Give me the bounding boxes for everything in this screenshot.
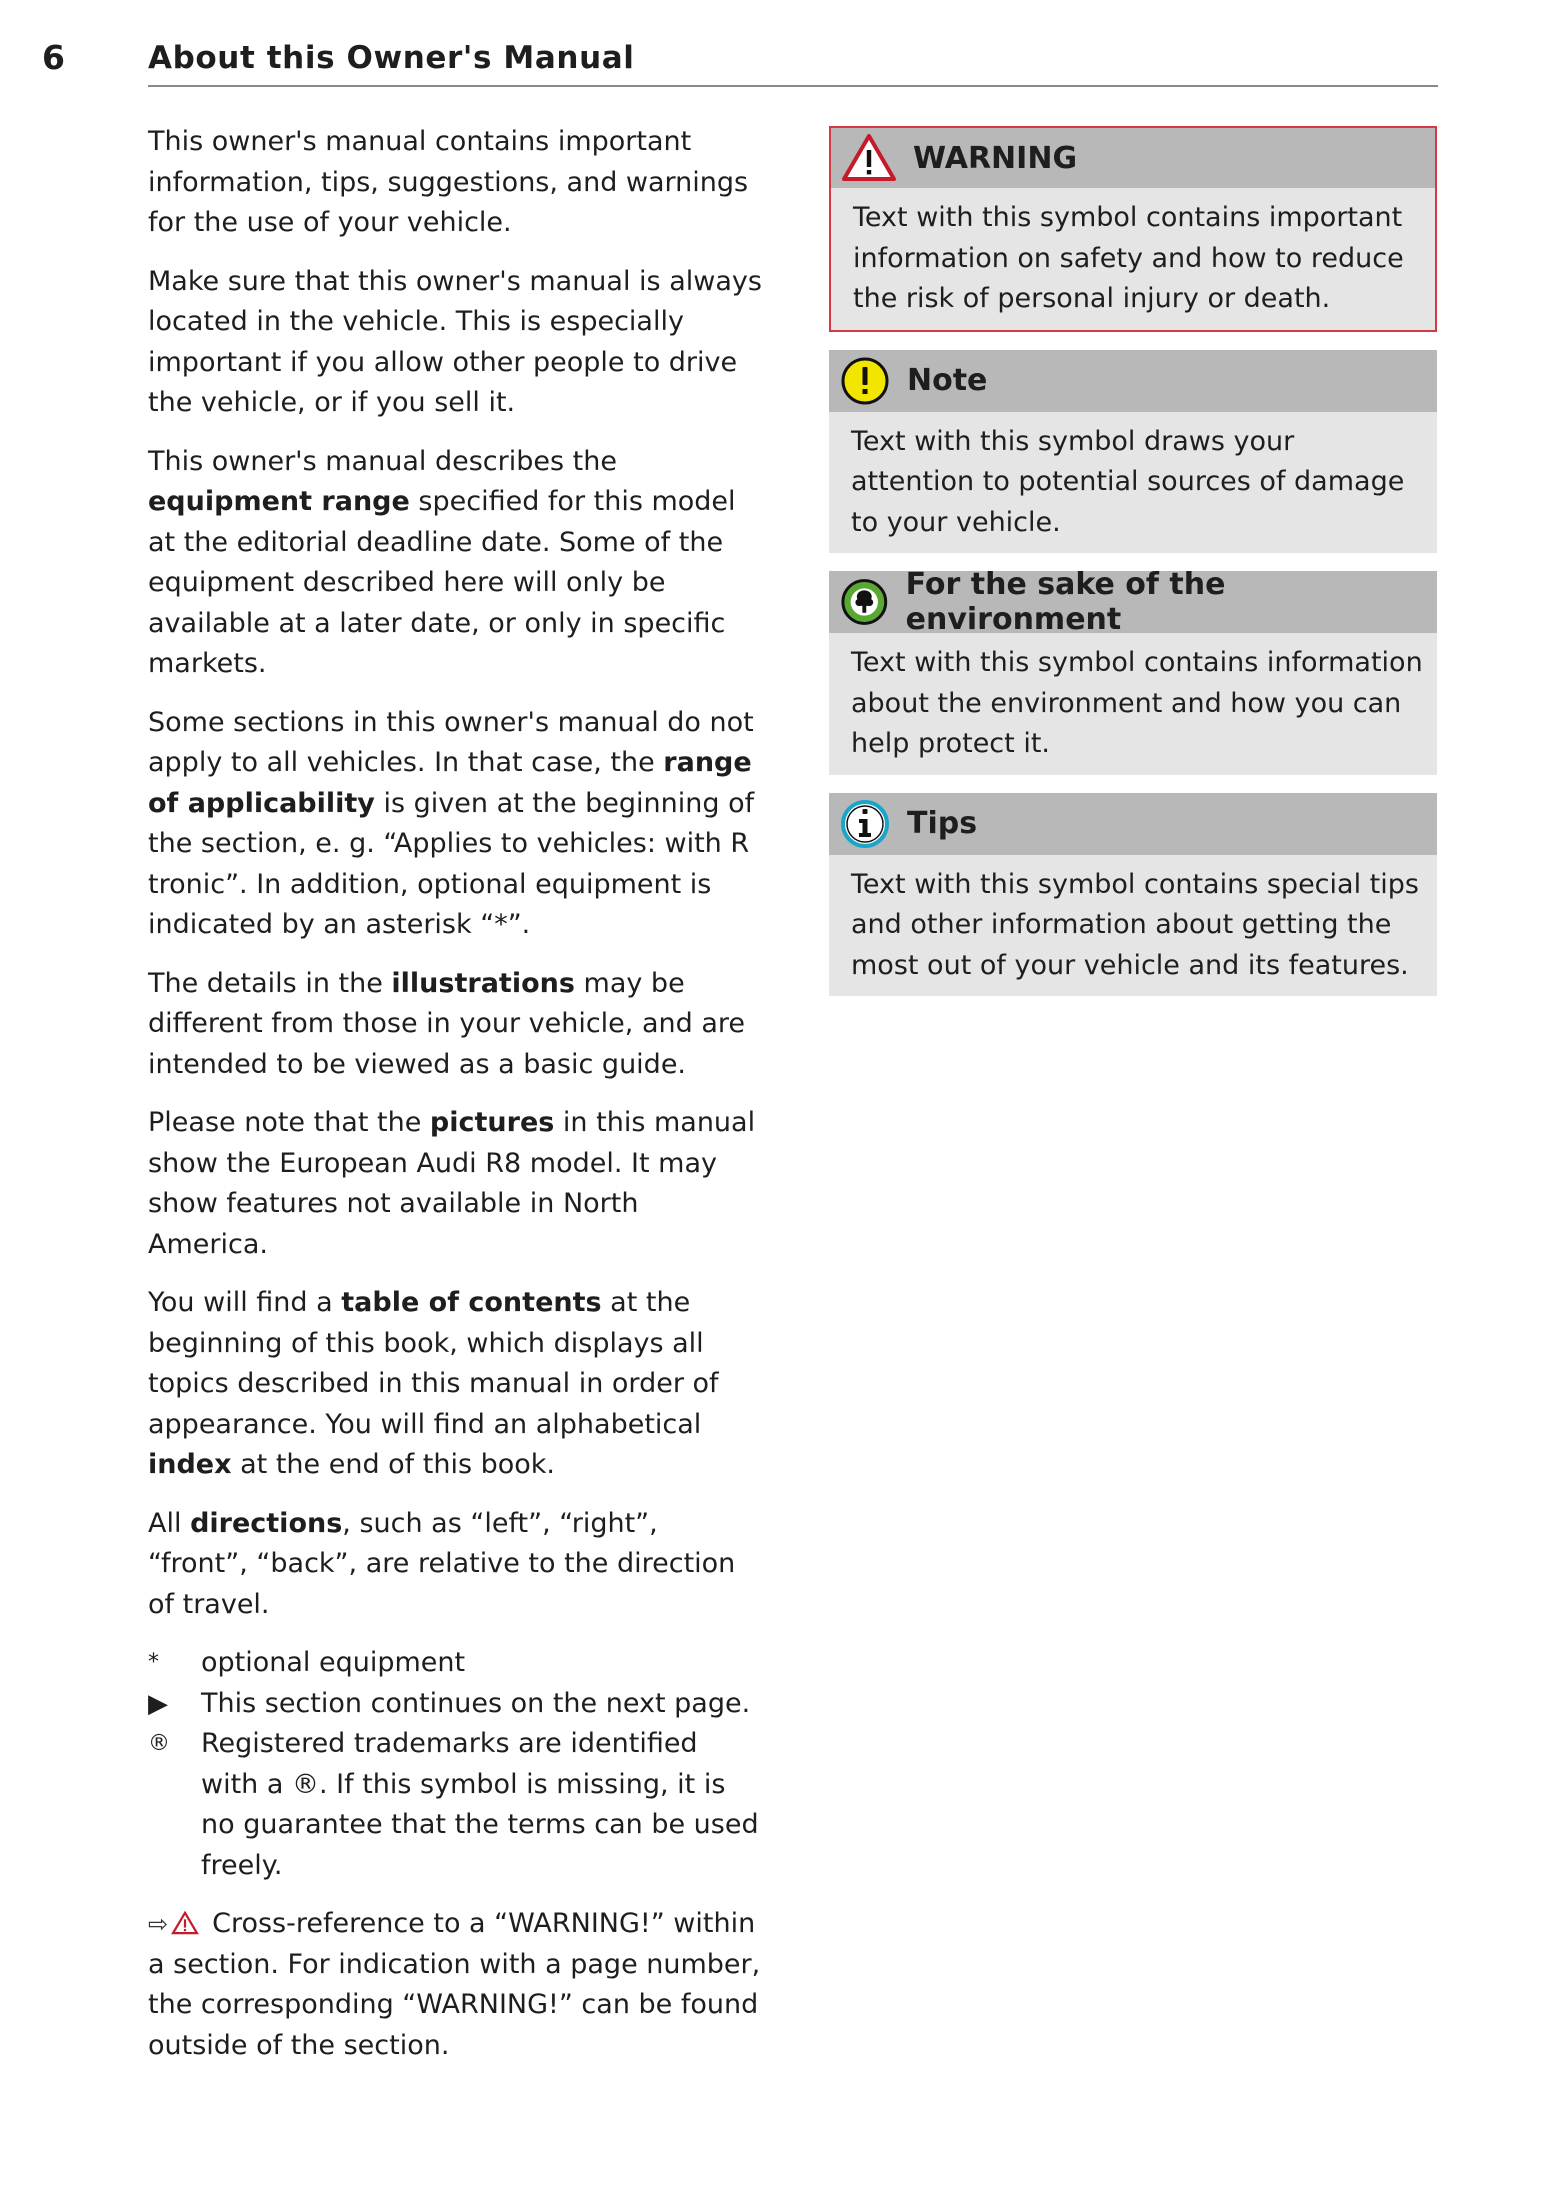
note-body: Text with this symbol draws your attention to potential sources of damage to your vehicle. (851, 425, 1405, 538)
info-icon (839, 798, 891, 850)
note-box-header (829, 350, 1437, 412)
symbol-legend (148, 1643, 763, 1886)
paragraph-equipment-range: This owner's manual describes the equipment range specified for this model at the editorial deadline date. Some of the equipment described here will only be available at a later date, or only in specific markets. (148, 445, 736, 679)
page-number: 6 (42, 38, 66, 77)
note-box (829, 350, 1437, 554)
legend-item-trademark (148, 1724, 763, 1886)
exclamation-circle-icon (839, 355, 891, 407)
asterisk-symbol: * (148, 1650, 159, 1675)
paragraph-directions: All directions, such as “left”, “right”, “front”, “back”, are relative to the direction of travel. (148, 1507, 736, 1620)
paragraph-pictures: Please note that the pictures in this manual show the European Audi R8 model. It may show features not available in North America. (148, 1107, 756, 1260)
tips-title: Tips (907, 806, 978, 841)
paragraph-illustrations: The details in the illustrations may be different from those in your vehicle, and are intended to be viewed as a basic guide. (148, 967, 746, 1080)
environment-title: For the sake of the environment (905, 567, 1226, 637)
legend-text: optional equipment (201, 1647, 466, 1678)
tree-icon (839, 576, 890, 628)
continue-arrow-icon: ▶ (148, 1688, 168, 1719)
tips-body: Text with this symbol contains special tips and other information about getting the most out of your vehicle and its features. (851, 868, 1419, 981)
legend-item-optional (148, 1643, 763, 1684)
note-title: Note (907, 363, 988, 398)
warning-triangle-small-icon (170, 1911, 200, 1935)
header-rule (148, 85, 1438, 87)
paragraph-applicability: Some sections in this owner's manual do not apply to all vehicles. In that case, the range of applicability is given at the beginning of the section, e. g. “Applies to vehicles: with R tronic”. In addition, optional equipment is indicated by an asterisk “*”. (148, 706, 755, 940)
environment-box (829, 567, 1437, 775)
registered-symbol: ® (148, 1731, 170, 1756)
warning-body: Text with this symbol contains important information on safety and how to reduce the risk of personal injury or death. (853, 202, 1404, 314)
warning-title: WARNING (913, 140, 1078, 176)
page-title: About this Owner's Manual (148, 40, 635, 76)
warning-box-header (831, 128, 1435, 188)
right-column (829, 126, 1437, 1014)
cross-reference-arrow-icon: ⇨ (148, 1910, 169, 1938)
paragraph-location: Make sure that this owner's manual is always located in the vehicle. This is especially important if you allow other people to drive the vehicle, or if you sell it. (148, 265, 762, 418)
legend-text: Registered trademarks are identified with a ®. If this symbol is missing, it is no guarantee that the terms can be used freely. (201, 1728, 759, 1881)
warning-triangle-icon (841, 133, 897, 183)
warning-box (829, 126, 1437, 332)
environment-body: Text with this symbol contains information about the environment and how you can help protect it. (851, 647, 1423, 759)
legend-text: This section continues on the next page. (201, 1687, 751, 1719)
left-column (148, 122, 763, 2084)
environment-box-header (829, 567, 1437, 637)
paragraph-toc: You will find a table of contents at the beginning of this book, which displays all topics described in this manual in order of appearance. You will find an alphabetical index at the end of this book. (148, 1287, 719, 1480)
paragraph-intro: This owner's manual contains important information, tips, suggestions, and warnings for the use of your vehicle. (148, 126, 749, 238)
tips-box-header (829, 793, 1437, 855)
tips-box (829, 793, 1437, 997)
paragraph-cross-reference: ⇨ Cross-reference to a “WARNING!” within a section. For indication with a page number, the corresponding “WARNING!” can be found outside of the section. (148, 1908, 761, 2061)
legend-item-continues (148, 1684, 763, 1725)
